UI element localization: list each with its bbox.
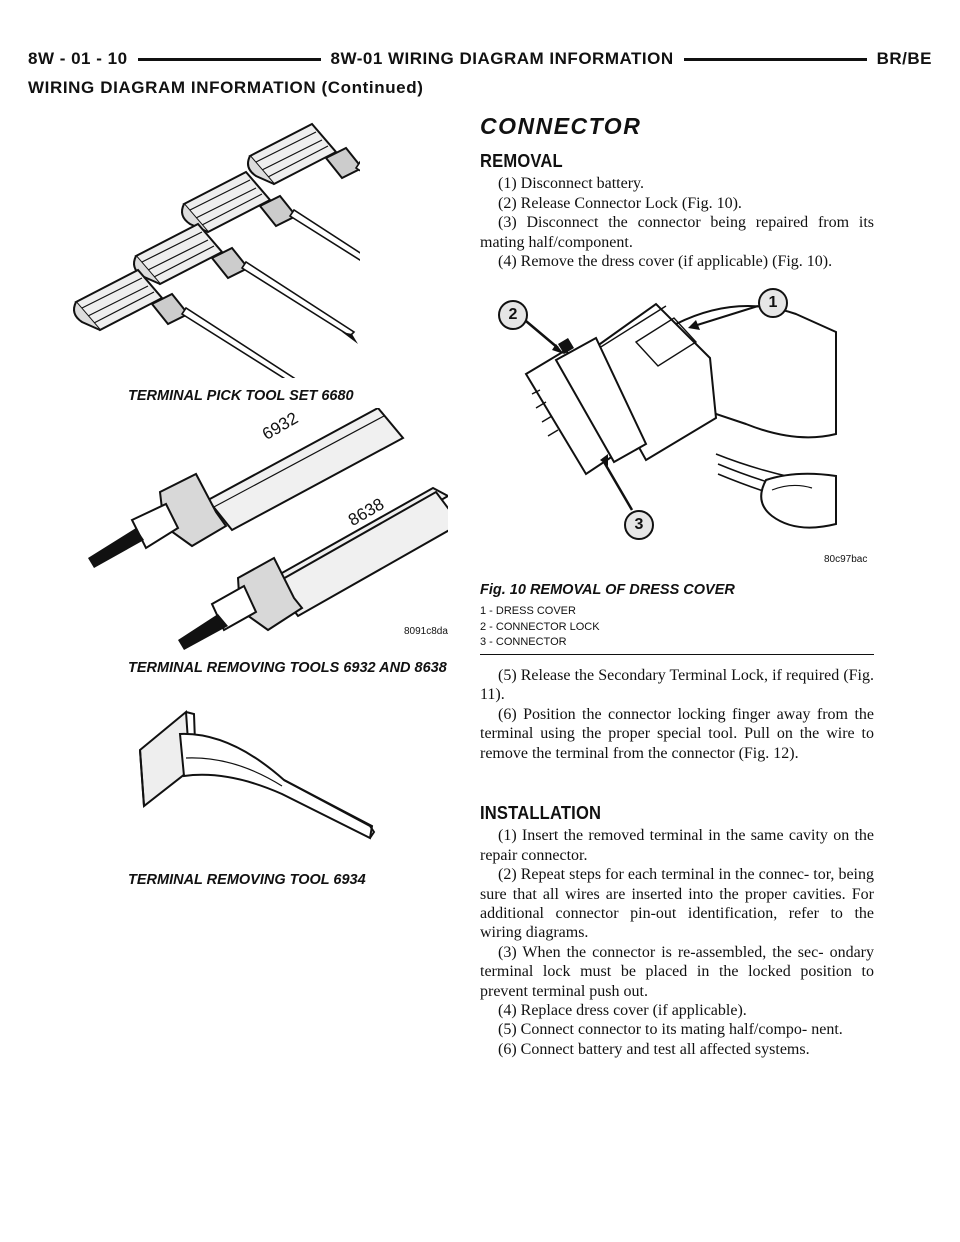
installation-section	[480, 804, 874, 1059]
page-number: 8W - 01 - 10	[28, 49, 128, 68]
legend-item-dress-cover: 1 - DRESS COVER	[480, 605, 576, 617]
header-rule-left	[138, 58, 321, 61]
installation-step-1: (1) Insert the removed terminal in the same cavity on the repair connector.	[480, 827, 874, 864]
removal-step-3: (3) Disconnect the connector being repaired from its mating half/component.	[480, 214, 874, 251]
removal-step-6: (6) Position the connector locking finger away from the terminal using the proper special tool. Pull on the wire to remove the terminal from the connector (Fig. 12).	[480, 705, 874, 762]
model-code: BR/BE	[876, 49, 933, 68]
installation-heading: INSTALLATION	[480, 803, 602, 823]
removal-step-4: (4) Remove the dress cover (if applicable) (Fig. 10).	[498, 253, 833, 271]
callout-1: 1	[758, 288, 788, 318]
section-title: 8W-01 WIRING DIAGRAM INFORMATION	[330, 49, 674, 68]
installation-step-6: (6) Connect battery and test all affected systems.	[498, 1040, 810, 1058]
fig10-caption: Fig. 10 REMOVAL OF DRESS COVER	[480, 582, 735, 598]
header-rule-right	[684, 58, 867, 61]
legend-item-connector-lock: 2 - CONNECTOR LOCK	[480, 620, 600, 633]
installation-step-3: (3) When the connector is re-assembled, the sec- ondary terminal lock must be placed in the locked position to prevent terminal push out.	[480, 943, 874, 1000]
callout-2: 2	[498, 300, 528, 330]
fig10-legend	[480, 604, 600, 651]
removal-step-5: (5) Release the Secondary Terminal Lock, if required (Fig. 11).	[480, 667, 874, 704]
pick-tool-caption: TERMINAL PICK TOOL SET 6680	[128, 388, 354, 404]
terminal-removing-tool-6934-illustration	[134, 710, 384, 860]
terminal-pick-tool-set-illustration	[60, 108, 360, 378]
terminal-removing-tools-illustration	[88, 408, 448, 653]
page-header	[28, 46, 932, 72]
removal-section	[480, 152, 874, 271]
installation-step-5: (5) Connect connector to its mating half/compo- nent.	[498, 1021, 843, 1039]
fig10-image-id: 80c97bac	[824, 554, 868, 565]
installation-step-2: (2) Repeat steps for each terminal in the connec- tor, being sure that all wires are inserted into the proper cavities. For additional connector pin-out identification, refer to the wiring diagrams.	[480, 866, 874, 942]
tool-label-8638: 8638	[345, 494, 388, 530]
callout-3: 3	[624, 510, 654, 540]
continued-heading: WIRING DIAGRAM INFORMATION (Continued)	[28, 78, 424, 97]
fig10-dress-cover-illustration	[496, 284, 846, 564]
legend-item-connector: 3 - CONNECTOR	[480, 636, 567, 648]
tool-label-6932: 6932	[259, 408, 302, 444]
removing-tools-caption: TERMINAL REMOVING TOOLS 6932 AND 8638	[128, 660, 447, 676]
removal-step-2: (2) Release Connector Lock (Fig. 10).	[498, 194, 742, 212]
removal-continued	[480, 666, 874, 763]
removing-tool-6934-caption: TERMINAL REMOVING TOOL 6934	[128, 872, 366, 888]
article-title: CONNECTOR	[480, 113, 642, 139]
installation-step-4: (4) Replace dress cover (if applicable).	[498, 1002, 747, 1020]
fig10-bottom-rule	[480, 654, 874, 655]
removal-heading: REMOVAL	[480, 151, 563, 171]
removal-step-1: (1) Disconnect battery.	[498, 175, 645, 193]
removing-tools-image-id: 8091c8da	[404, 626, 448, 637]
